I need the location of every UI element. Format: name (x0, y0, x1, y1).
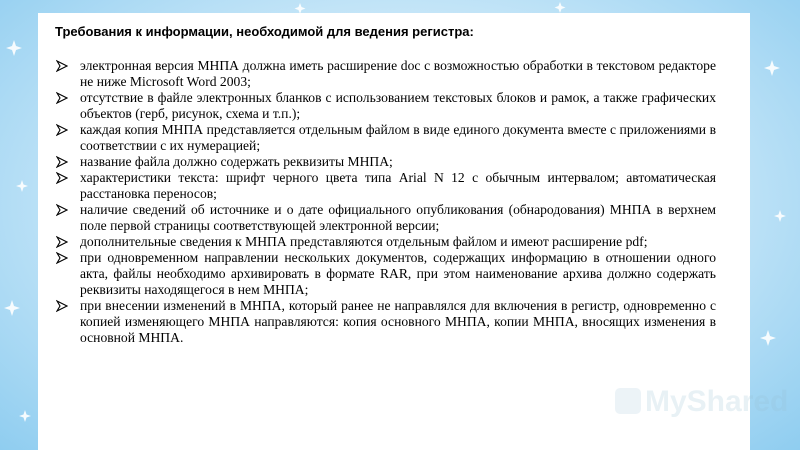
watermark-text: MyShared (645, 385, 789, 418)
list-item (55, 234, 716, 250)
sparkle-icon (555, 2, 566, 13)
list-item (55, 122, 716, 154)
list-item (55, 90, 716, 122)
sparkle-icon (19, 410, 31, 422)
list-item (55, 170, 716, 202)
list-item (55, 58, 716, 90)
slide-heading: Требования к информации, необходимой для ведения регистра: (55, 24, 474, 39)
arrowhead-bullet-icon (56, 58, 70, 74)
list-item-text: дополнительные сведения к МНПА представляются отдельным файлом и имеют расширение pdf; (80, 234, 648, 249)
list-item (55, 154, 716, 170)
sparkle-icon (6, 40, 22, 56)
content-panel (38, 13, 750, 450)
list-item-text: название файла должно содержать реквизиты МНПА; (80, 154, 393, 169)
arrowhead-bullet-icon (56, 250, 70, 266)
list-item-text: при одновременном направлении нескольких документов, содержащих информацию в отношении одного акта, файлы необходимо архивировать в формате RAR, при этом наименование архива должно содержать реквизиты находящегося в нем МНПА; (80, 250, 716, 297)
slide-content (55, 24, 716, 346)
sparkle-icon (764, 60, 780, 76)
list-item (55, 298, 716, 346)
list-item-text: отсутствие в файле электронных бланков с использованием текстовых блоков и рамок, а также графических объектов (герб, рисунок, схема и т.п.); (80, 90, 716, 121)
sparkle-icon (760, 330, 776, 346)
arrowhead-bullet-icon (56, 202, 70, 218)
sparkle-icon (4, 300, 20, 316)
list-item-text: каждая копия МНПА представляется отдельным файлом в виде единого документа вместе с приложениями в соответствии с их нумерацией; (80, 122, 716, 153)
list-item-text: характеристики текста: шрифт черного цвета типа Arial N 12 с обычным интервалом; автоматическая расстановка переносов; (80, 170, 716, 201)
arrowhead-bullet-icon (56, 170, 70, 186)
arrowhead-bullet-icon (56, 234, 70, 250)
list-item-text: электронная версия МНПА должна иметь расширение doc с возможностью обработки в текстовом редакторе не ниже Microsoft Word 2003; (80, 58, 716, 89)
arrowhead-bullet-icon (56, 122, 70, 138)
sparkle-icon (774, 210, 786, 222)
list-item (55, 250, 716, 298)
arrowhead-bullet-icon (56, 298, 70, 314)
arrowhead-bullet-icon (56, 154, 70, 170)
list-item-text: при внесении изменений в МНПА, который ранее не направлялся для включения в регистр, одновременно с копией изменяющего МНПА направляются: копия основного МНПА, копии МНПА, вносящих изменения в основной МНПА. (80, 298, 716, 345)
arrowhead-bullet-icon (56, 90, 70, 106)
list-item (55, 202, 716, 234)
list-item-text: наличие сведений об источнике и о дате официального опубликования (обнародования) МНПА в верхнем поле первой страницы соответствующей электронной версии; (80, 202, 716, 233)
sparkle-icon (16, 180, 28, 192)
requirements-list (55, 58, 716, 346)
